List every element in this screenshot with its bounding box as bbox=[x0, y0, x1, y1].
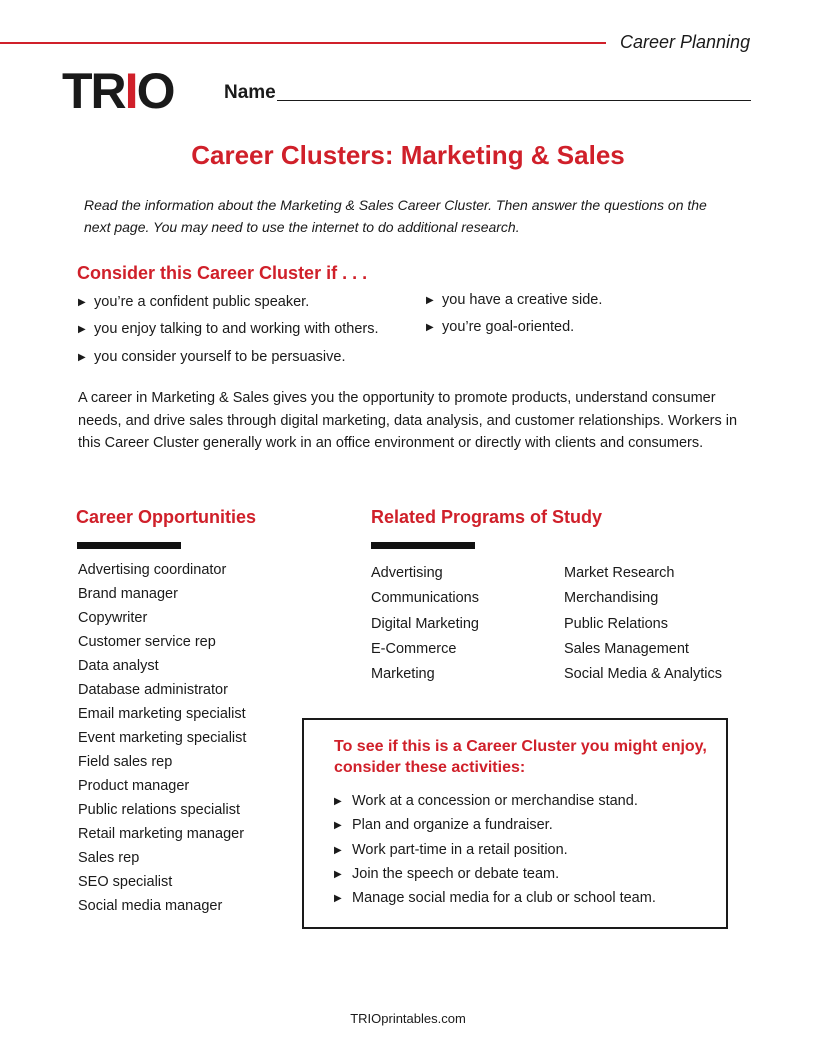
programs-column-2 bbox=[564, 562, 722, 688]
program-item: Advertising bbox=[371, 565, 443, 581]
career-item: Field sales rep bbox=[78, 754, 173, 770]
consider-item: ▶ you’re goal-oriented. bbox=[426, 319, 575, 335]
activity-item: ▶ Plan and organize a fundraiser. bbox=[334, 815, 656, 839]
intro-text: Read the information about the Marketing & Sales Career Cluster. Then answer the questions on the next page. You may need to use the internet to do additional research. bbox=[84, 197, 707, 235]
bullet-arrow-icon: ▶ bbox=[334, 796, 342, 807]
related-programs-heading: Related Programs of Study bbox=[371, 507, 603, 527]
program-item: Public Relations bbox=[564, 615, 668, 632]
bullet-arrow-icon: ▶ bbox=[334, 820, 342, 832]
activities-heading: To see if this is a Career Cluster you might enjoy, consider these activities: bbox=[334, 738, 707, 776]
program-item: Communications bbox=[371, 590, 479, 607]
activity-item: ▶ Work part-time in a retail position. bbox=[334, 840, 656, 864]
footer-url[interactable]: TRIOprintables.com bbox=[350, 1011, 466, 1026]
career-item: Advertising coordinator bbox=[78, 562, 227, 578]
career-item: Public relations specialist bbox=[78, 802, 240, 818]
bullet-arrow-icon: ▶ bbox=[78, 324, 86, 335]
consider-item: ▶ you consider yourself to be persuasive. bbox=[78, 349, 346, 365]
trio-logo bbox=[62, 63, 174, 119]
career-item: Database administrator bbox=[78, 682, 228, 698]
name-field-line[interactable] bbox=[277, 100, 751, 101]
career-item: Brand manager bbox=[78, 586, 178, 602]
program-item: Merchandising bbox=[564, 590, 659, 607]
bullet-arrow-icon: ▶ bbox=[78, 297, 86, 308]
bullet-arrow-icon: ▶ bbox=[78, 352, 86, 363]
program-item: Marketing bbox=[371, 666, 435, 683]
program-item: Market Research bbox=[564, 565, 675, 581]
activity-item: ▶ Manage social media for a club or school team. bbox=[334, 888, 656, 912]
section-bar bbox=[77, 542, 181, 549]
section-label: Career Planning bbox=[620, 32, 751, 52]
consider-item: ▶ you enjoy talking to and working with others. bbox=[78, 321, 379, 337]
career-item: Event marketing specialist bbox=[78, 730, 247, 746]
career-item: Customer service rep bbox=[78, 634, 216, 650]
logo-text-after: O bbox=[136, 63, 174, 119]
bullet-arrow-icon: ▶ bbox=[334, 893, 342, 905]
logo-text-accent: I bbox=[124, 63, 137, 119]
name-label: Name bbox=[224, 82, 276, 103]
career-item: Email marketing specialist bbox=[78, 706, 246, 722]
career-item: Copywriter bbox=[78, 610, 148, 626]
program-item: Digital Marketing bbox=[371, 615, 479, 632]
activity-item: ▶ Work at a concession or merchandise stand. bbox=[334, 791, 656, 815]
header-rule bbox=[0, 42, 606, 44]
activity-item: ▶ Join the speech or debate team. bbox=[334, 864, 656, 888]
career-item: Data analyst bbox=[78, 658, 159, 674]
consider-item: ▶ you’re a confident public speaker. bbox=[78, 294, 310, 310]
career-item: Product manager bbox=[78, 778, 190, 794]
career-item: SEO specialist bbox=[78, 874, 173, 890]
bullet-arrow-icon: ▶ bbox=[334, 868, 342, 880]
cluster-description: A career in Marketing & Sales gives you the opportunity to promote products, understand consumer needs, and drive sales through digital marketing, data analysis, and customer relationships. Workers in this Career Cluster generally work in an office environment or directly with clients and consumers. bbox=[78, 390, 738, 452]
career-item: Sales rep bbox=[78, 850, 140, 866]
program-item: Sales Management bbox=[564, 640, 689, 657]
consider-heading: Consider this Career Cluster if . . . bbox=[77, 263, 368, 283]
program-item: E-Commerce bbox=[371, 640, 457, 657]
consider-item: ▶ you have a creative side. bbox=[426, 292, 603, 308]
career-item: Social media manager bbox=[78, 898, 223, 914]
page-title: Career Clusters: Marketing & Sales bbox=[191, 140, 625, 170]
career-list bbox=[78, 560, 246, 920]
programs-column-1 bbox=[371, 562, 479, 688]
activities-list bbox=[334, 791, 656, 912]
program-item: Social Media & Analytics bbox=[564, 666, 722, 683]
career-item: Retail marketing manager bbox=[78, 826, 245, 842]
career-opportunities-heading: Career Opportunities bbox=[76, 507, 257, 527]
logo-text-before: TR bbox=[62, 63, 125, 119]
section-bar bbox=[371, 542, 475, 549]
bullet-arrow-icon: ▶ bbox=[334, 844, 342, 856]
bullet-arrow-icon: ▶ bbox=[426, 295, 434, 306]
bullet-arrow-icon: ▶ bbox=[426, 322, 434, 333]
